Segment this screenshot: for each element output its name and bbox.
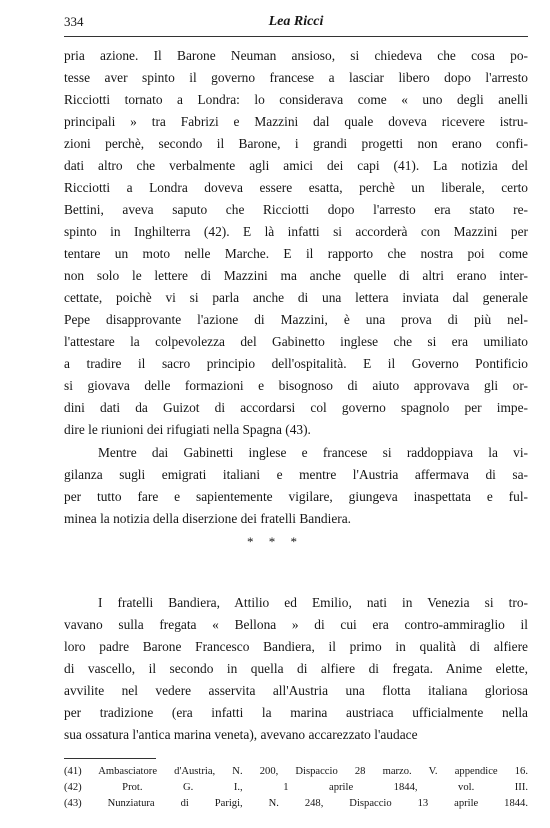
header-rule [64,36,528,37]
text-line: I fratelli Bandiera, Attilio ed Emilio, nati in Venezia si tro- [98,595,528,610]
text-line: Ricciotti tornato a Londra: lo considerava come « uno degli anelli [64,92,528,107]
text-line: per tradizione (era infatti la marina austriaca ufficialmente nella [64,705,528,720]
text-line: avvilite nel vedere asservita all'Austria una flotta italiana gloriosa [64,683,528,698]
page-header [64,14,528,34]
text-line: pria azione. Il Barone Neuman ansioso, si chiedeva che cosa po- [64,48,528,63]
text-line: Pepe disapprovante l'azione di Mazzini, è una prova di più nel- [64,312,528,327]
text-line: Ricciotti a Londra doveva essere esatta, perchè un liberale, certo [64,180,528,195]
text-line: principali » tra Fabrizi e Mazzini dal quale doveva ricevere istru- [64,114,528,129]
text-line: tesse aver spinto il governo francese a lasciar libero dopo l'arresto [64,70,528,85]
page-number: 334 [64,14,84,29]
text-line: gilanza sugli emigrati italiani e mentre l'Austria affermava di sa- [64,467,528,482]
text-line: a tradire il sacro principio dell'ospitalità. E il Governo Pontificio [64,356,528,371]
text-line: di vascello, il secondo in quella di alfiere di fregata. Anime elette, [64,661,528,676]
text-line: tentare un moto nelle Marche. E il rapporto che nostra poi come [64,246,528,261]
text-line: cettate, poichè vi si parla anche di una lettera inviata dal generale [64,290,528,305]
footnote: (42) Prot. G. I., 1 aprile 1844, vol. III. [64,782,528,793]
text-line: dire le riunioni dei rifugiati nella Spagna (43). [64,422,311,437]
text-line: dini dati da Guizot di accordarsi col governo spagnolo per impe- [64,400,528,415]
text-line: Bettini, aveva saputo che Ricciotti dopo l'arresto era stato re- [64,202,528,217]
text-line: per tutto fare e sapientemente vigilare, giungeva inaspettata e ful- [64,489,528,504]
text-line: minea la notizia della diserzione dei fratelli Bandiera. [64,511,352,526]
text-line: si giovava delle formazioni e bisognoso di aiuto approvava gli or- [64,378,528,393]
text-line: l'attestare la colpevolezza del Gabinetto inglese che si era umiliato [64,334,528,349]
footnote: (43) Nunziatura di Parigi, N. 248, Dispaccio 13 aprile 1844. [64,798,528,809]
running-head: Lea Ricci [268,14,324,29]
text-line: Mentre dai Gabinetti inglese e francese si raddoppiava la vi- [98,445,528,460]
text-line: sua ossatura l'antica marina veneta), avevano accarezzato l'audace [64,727,418,742]
text-line: dati altro che verbalmente agli amici dei capi (41). La notizia del [64,158,528,173]
section-separator: * * * [247,534,303,549]
text-line: spinto in Inghilterra (42). E là infatti si accorderà con Mazzini per [64,224,528,239]
text-line: non solo le lettere di Mazzini ma anche quelle di altri erano inter- [64,268,528,283]
footnote: (41) Ambasciatore d'Austria, N. 200, Dispaccio 28 marzo. V. appendice 16. [64,766,528,777]
text-line: vavano sulla fregata « Bellona » di cui era contro-ammiraglio il [64,617,528,632]
text-line: loro padre Barone Francesco Bandiera, il primo in qualità di alfiere [64,639,528,654]
text-line: zioni perchè, secondo il Barone, i grandi progetti non erano confi- [64,136,528,151]
footnote-rule [64,758,156,759]
